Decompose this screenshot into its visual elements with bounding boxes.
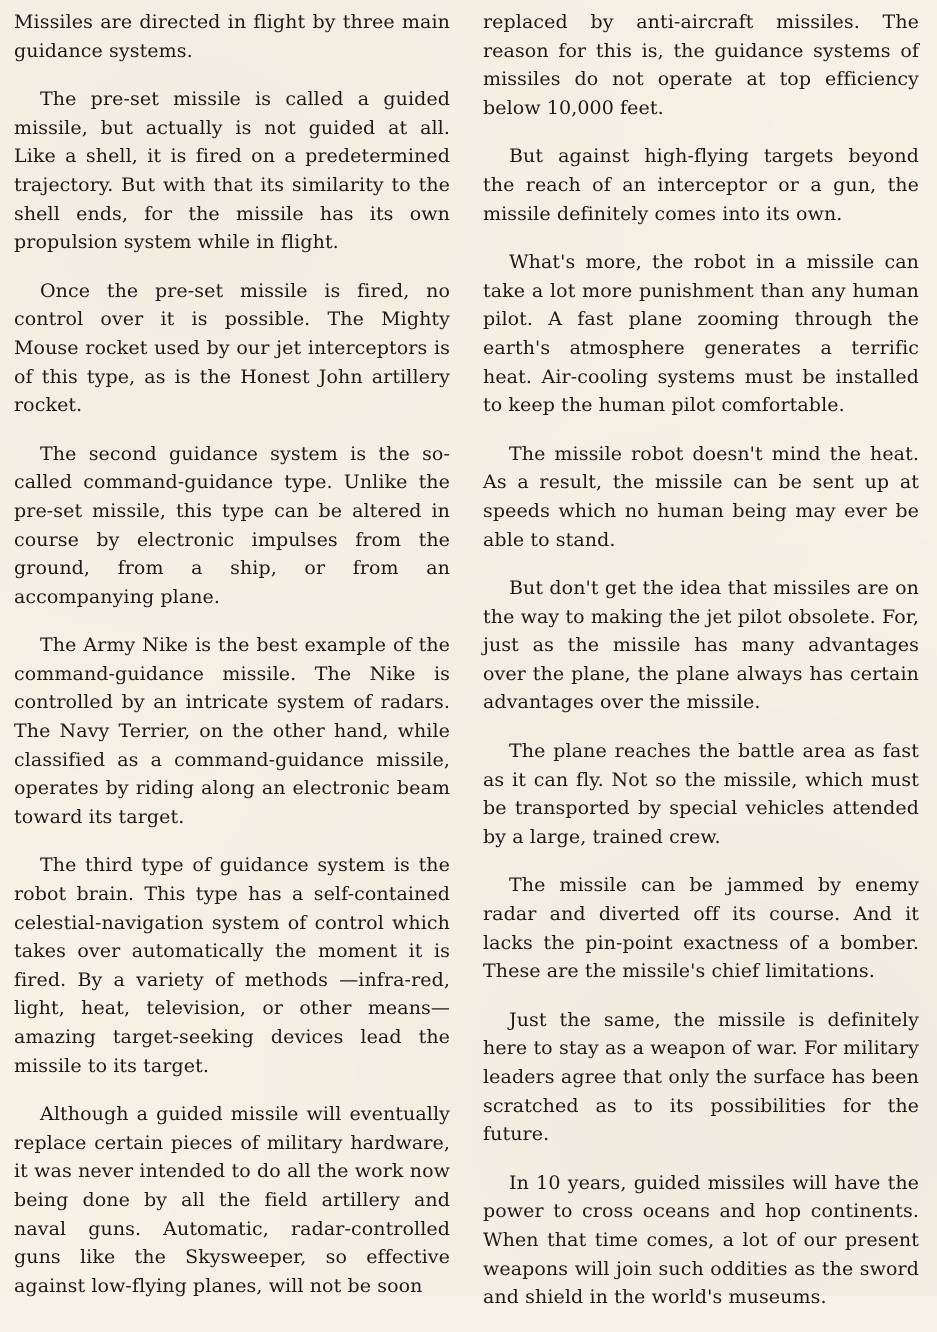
- paragraph: What's more, the robot in a missile can take a lot more punishment than any human pilot. A fast plane zooming through the earth's atmosphere generates a terrific heat. Air-cooling systems must be installed to keep the human pilot comfortable.: [483, 251, 919, 417]
- paragraph: But against high-flying targets beyond the reach of an interceptor or a gun, the missile definitely comes into its own.: [483, 145, 919, 225]
- paragraph: Missiles are directed in flight by three main guidance systems.: [14, 11, 450, 62]
- paragraph: Once the pre-set missile is fired, no control over it is possible. The Mighty Mouse rocket used by our jet interceptors is of this type, as is the Honest John artillery rocket.: [14, 279, 450, 417]
- paragraph: The missile can be jammed by enemy radar and diverted off its course. And it lacks the pin-point exactness of a bomber. These are the missile's chief limitations.: [483, 874, 919, 983]
- paragraph: replaced by anti-aircraft missiles. The reason for this is, the guidance systems of missiles do not operate at top efficiency below 10,000 feet.: [483, 11, 919, 119]
- paragraph: The Army Nike is the best example of the command-guidance missile. The Nike is controlled by an intricate system of radars. The Navy Terrier, on the other hand, while classified as a command-guidance missile, operates by riding along an electronic beam toward its target.: [14, 634, 450, 828]
- paragraph: Just the same, the missile is definitely here to stay as a weapon of war. For military leaders agree that only the surface has been scratched as to its possibilities for the future.: [483, 1008, 919, 1146]
- paragraph: The missile robot doesn't mind the heat. As a result, the missile can be sent up at speeds which no human being may ever be able to stand.: [483, 442, 919, 551]
- paragraph: Although a guided missile will eventually replace certain pieces of military hardware, it was never intended to do all the work now being done by all the field artillery and naval guns. Automatic, radar-controlled guns like the Skysweeper, so effective against low-flying planes, will not be soon: [14, 1103, 450, 1297]
- paragraph: The third type of guidance system is the robot brain. This type has a self-contained celestial-navigation system of control which takes over automatically the moment it is fired. By a variety of methods —infra-red, light, heat, television, or other means—amazing target-seeking devices lead the missile to its target.: [14, 854, 450, 1077]
- paragraph: The plane reaches the battle area as fast as it can fly. Not so the missile, which must be transported by special vehicles attended by a large, trained crew.: [483, 740, 919, 848]
- paragraph: The second guidance system is the so-called command-guidance type. Unlike the pre-set missile, this type can be altered in course by electronic impulses from the ground, from a ship, or from an accompanying plane.: [14, 442, 450, 608]
- paragraph: But don't get the idea that missiles are on the way to making the jet pilot obsolete. For, just as the missile has many advantages over the plane, the plane always has certain advantages over the missile.: [483, 577, 919, 714]
- paragraph: The pre-set missile is called a guided missile, but actually is not guided at all. Like a shell, it is fired on a predetermined trajectory. But with that its similarity to the shell ends, for the missile has its own propulsion system while in flight.: [14, 88, 450, 254]
- left-column: [14, 8, 450, 1320]
- right-column: [483, 8, 919, 1332]
- paragraph: In 10 years, guided missiles will have the power to cross oceans and hop continents. When that time comes, a lot of our present weapons will join such oddities as the sword and shield in the world's museums.: [483, 1171, 919, 1309]
